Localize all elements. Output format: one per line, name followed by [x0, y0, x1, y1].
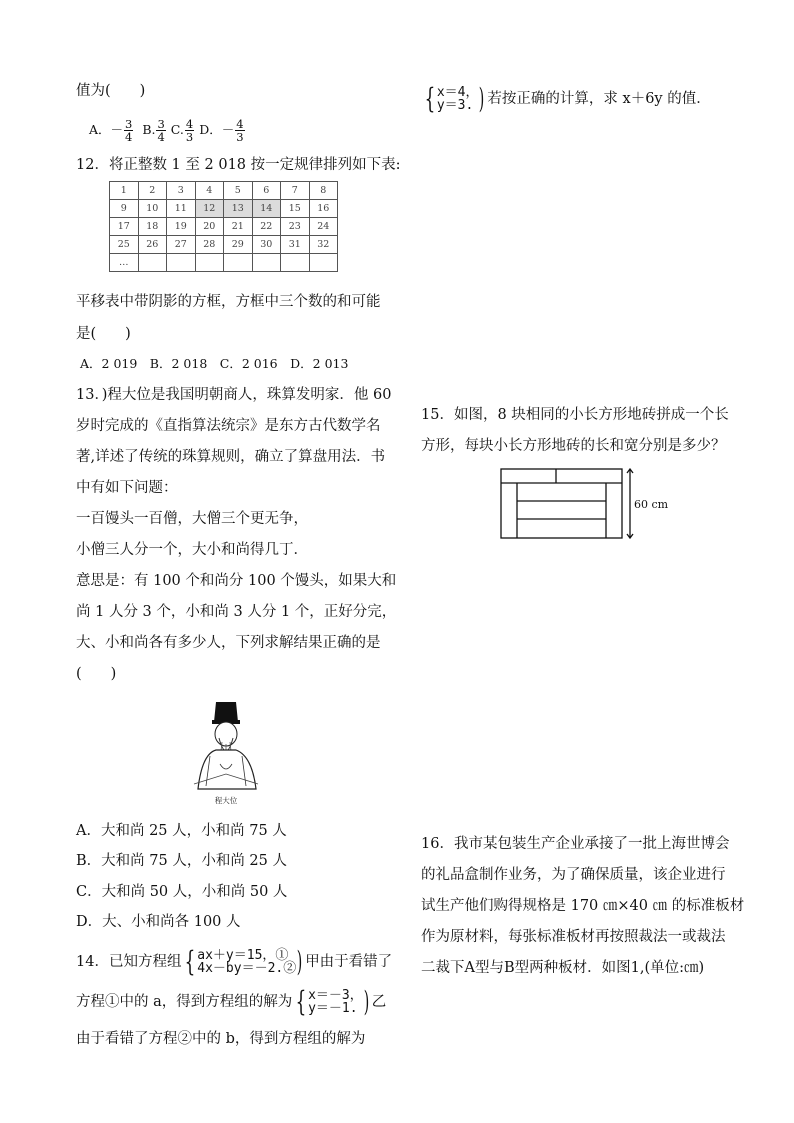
fraction: $\frac{4}{3}$: [185, 117, 194, 144]
q13-line: 尚 1 人分 3 个，小和尚 3 人分 1 个，正好分完，: [76, 604, 397, 620]
table-cell: 11: [167, 200, 196, 218]
table-cell: 17: [110, 218, 139, 236]
table-cell: 10: [138, 200, 167, 218]
q14-continued: { x＝4， y＝3. ) 若按正确的计算，求 x＋6y 的值．: [421, 86, 711, 112]
tile-diagram: [500, 468, 710, 540]
table-cell: 23: [281, 218, 310, 236]
table-cell: …: [110, 254, 139, 272]
fraction: $\frac{3}{4}$: [125, 117, 133, 144]
shaded-cell: 13: [224, 200, 253, 218]
portrait-caption: 程大位: [214, 796, 238, 805]
q13-line: 岁时完成的《直指算法统宗》是东方古代数学名: [76, 418, 381, 434]
q12-line2: 平移表中带阴影的方框，方框中三个数的和可能: [76, 294, 381, 310]
table-cell: [224, 254, 253, 272]
table-cell: 19: [167, 218, 196, 236]
table-cell: 29: [224, 236, 253, 254]
table-cell: 1: [110, 182, 139, 200]
solution-system: { x＝－3， y＝－1. ): [295, 985, 369, 1018]
table-cell: 28: [195, 236, 224, 254]
table-cell: [195, 254, 224, 272]
table-cell: 25: [110, 236, 139, 254]
q13-line: 意思是：有 100 个和尚分 100 个馒头，如果大和: [76, 573, 397, 589]
fraction: $\frac{3}{4}$: [157, 117, 165, 144]
table-cell: 3: [167, 182, 196, 200]
table-cell: 31: [281, 236, 310, 254]
q14-line1: 14．已知方程组 { ax＋y＝15，① 4x－by＝－2.② ) 甲由于看错了: [76, 945, 393, 978]
table-cell: 8: [309, 182, 338, 200]
dimension-label: 60 cm: [634, 498, 669, 511]
q12-options: A．2 019 B．2 018 C．2 016 D．2 013: [80, 356, 349, 371]
q13-option-b: B．大和尚 75 人，小和尚 25 人: [76, 853, 287, 869]
number-table: [109, 181, 338, 272]
table-cell: 22: [252, 218, 281, 236]
solution-system-2: { x＝4， y＝3. ): [424, 82, 485, 115]
q13-line: 著,详述了传统的珠算规则，确立了算盘用法．书: [76, 449, 386, 465]
table-cell: 20: [195, 218, 224, 236]
q12-stem: 12．将正整数 1 至 2 018 按一定规律排列如下表:: [76, 157, 401, 173]
q13-line: 一百馒头一百僧，大僧三个更无争，: [76, 511, 308, 527]
table-cell: 32: [309, 236, 338, 254]
table-cell: 16: [309, 200, 338, 218]
table-cell: [281, 254, 310, 272]
table-cell: 18: [138, 218, 167, 236]
table-cell: [252, 254, 281, 272]
table-cell: 6: [252, 182, 281, 200]
q13-option-d: D．大、小和尚各 100 人: [76, 914, 241, 930]
q15-line2: 方形，每块小长方形地砖的长和宽分别是多少？: [421, 438, 726, 454]
table-cell: [138, 254, 167, 272]
q12-line3: 是( ): [76, 326, 131, 342]
q13-line: ( ): [76, 666, 117, 682]
q13-line: 大、小和尚各有多少人，下列求解结果正确的是: [76, 635, 381, 651]
equation-system: { ax＋y＝15，① 4x－by＝－2.② ): [185, 945, 303, 978]
table-cell: [167, 254, 196, 272]
table-cell: 15: [281, 200, 310, 218]
q15-line1: 15．如图，8 块相同的小长方形地砖拼成一个长: [421, 407, 729, 423]
q16-line: 试生产他们购得规格是 170 ㎝×40 ㎝ 的标准板材: [421, 898, 745, 914]
table-cell: 2: [138, 182, 167, 200]
table-cell: 4: [195, 182, 224, 200]
q16-line: 作为原材料，每张标准板材再按照裁法一或裁法: [421, 929, 726, 945]
q16-line: 的礼品盒制作业务，为了确保质量，该企业进行: [421, 867, 726, 883]
q13-line: 小僧三人分一个，大小和尚得几丁．: [76, 542, 308, 558]
q13-option-a: A．大和尚 25 人，小和尚 75 人: [76, 823, 287, 839]
table-cell: 27: [167, 236, 196, 254]
q13-line: 13．)程大位是我国明朝商人，珠算发明家．他 60: [76, 387, 392, 403]
table-cell: 7: [281, 182, 310, 200]
fraction: $\frac{4}{3}$: [236, 117, 244, 144]
cheng-dawei-portrait: [186, 694, 266, 809]
q14-line3: 由于看错了方程②中的 b，得到方程组的解为: [76, 1031, 366, 1047]
q16-line: 二裁下A型与B型两种板材．如图1,(单位:㎝): [421, 960, 705, 976]
table-cell: 24: [309, 218, 338, 236]
q13-option-c: C．大和尚 50 人，小和尚 50 人: [76, 884, 288, 900]
table-cell: 26: [138, 236, 167, 254]
table-cell: [309, 254, 338, 272]
shaded-cell: 12: [195, 200, 224, 218]
shaded-cell: 14: [252, 200, 281, 218]
q14-line2: 方程①中的 a，得到方程组的解为 { x＝－3， y＝－1. ) 乙: [76, 985, 387, 1018]
q13-line: 中有如下问题：: [76, 480, 178, 496]
q11-tail: 值为( ): [76, 83, 146, 99]
q16-line: 16．我市某包装生产企业承接了一批上海世博会: [421, 836, 730, 852]
table-cell: 5: [224, 182, 253, 200]
q11-options: A．－ $\frac{3}{4}$ B. $\frac{3}{4}$ C. $\frac{4}{3}$ D．－ $\frac{4}{3}$: [89, 117, 244, 144]
table-cell: 30: [252, 236, 281, 254]
table-cell: 21: [224, 218, 253, 236]
table-cell: 9: [110, 200, 139, 218]
